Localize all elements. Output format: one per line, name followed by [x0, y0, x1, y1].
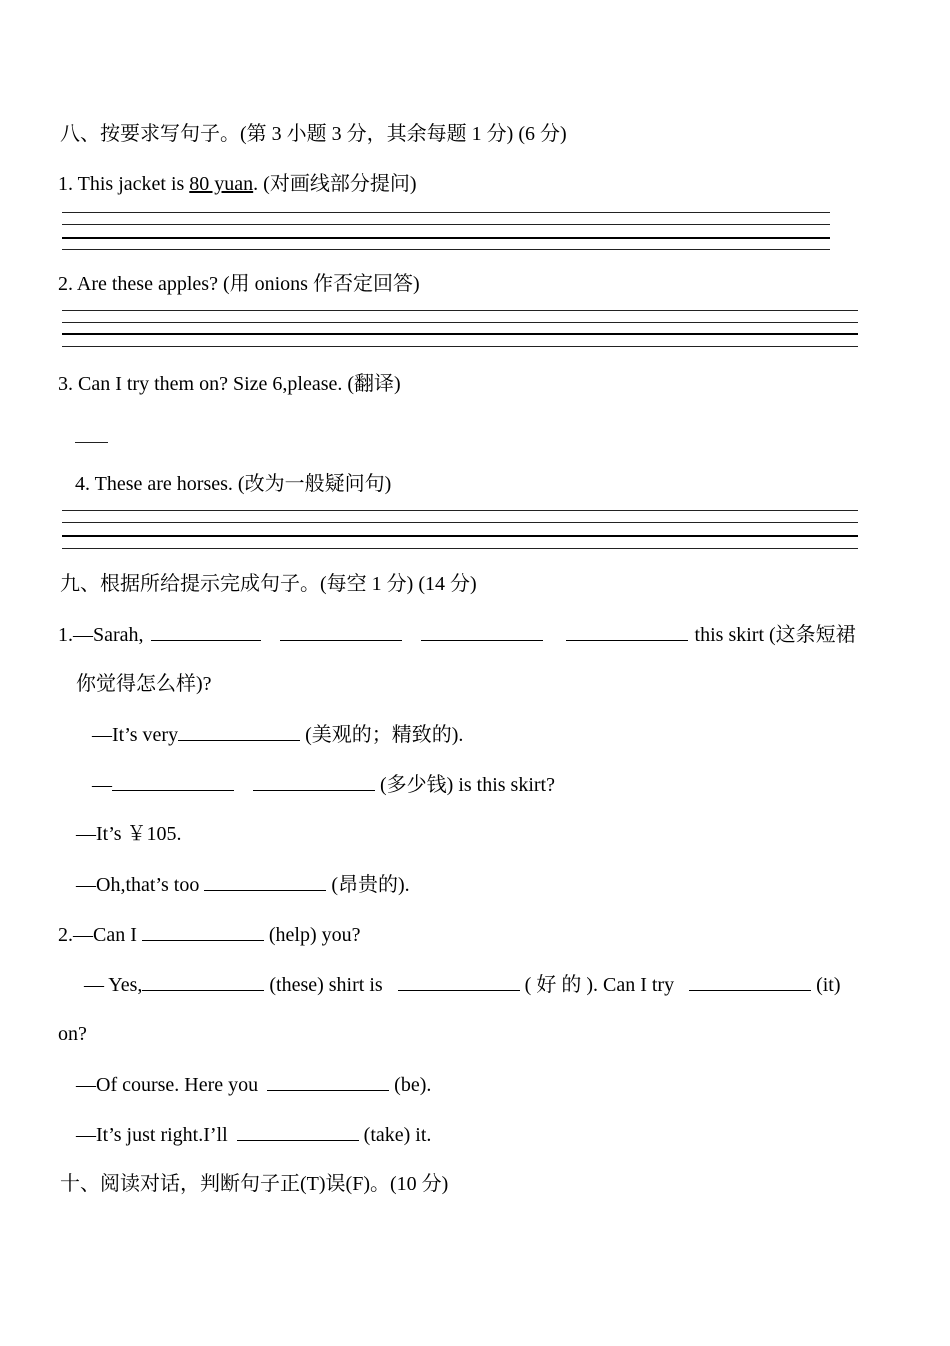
q9-1e-pre: —Oh,that’s too — [76, 874, 200, 896]
answer-line — [62, 249, 830, 250]
fill-blank[interactable] — [142, 922, 264, 941]
q9-1e-post: (昂贵的). — [331, 874, 410, 896]
fill-blank[interactable] — [421, 622, 543, 641]
answer-line — [62, 237, 830, 239]
fill-blank[interactable] — [253, 772, 375, 791]
q9-1b-post: (美观的；精致的). — [305, 724, 464, 746]
section-10-heading: 十、阅读对话，判断句子正(T)误(F)。(10 分) — [60, 1173, 449, 1195]
question-8-4: 4. These are horses. (改为一般疑问句) — [75, 473, 392, 495]
question-9-1-line-d: —It’s ￥105. — [76, 823, 182, 845]
q9-2c-post: (be). — [394, 1074, 432, 1096]
q9-2b-mid2: ( 好 的 ). Can I try — [524, 974, 675, 996]
q9-1c-pre: — — [92, 774, 112, 796]
fill-blank[interactable] — [689, 972, 811, 991]
q9-2d-pre: —It’s just right.I’ll — [76, 1124, 228, 1146]
question-9-1-line-e — [76, 872, 410, 897]
q8-1-underlined: 80 yuan — [189, 173, 254, 195]
fill-blank[interactable] — [398, 972, 520, 991]
answer-line — [62, 333, 858, 335]
question-8-3: 3. Can I try them on? Size 6,please. (翻译) — [58, 373, 401, 395]
fill-blank[interactable] — [178, 722, 300, 741]
question-9-1-line-c — [92, 772, 555, 797]
q8-1-post: . (对画线部分提问) — [253, 173, 417, 195]
q9-2a-post: (help) you? — [268, 924, 361, 946]
fill-blank[interactable] — [237, 1122, 359, 1141]
answer-line — [62, 224, 830, 225]
answer-line — [62, 510, 858, 511]
section-9-heading: 九、根据所给提示完成句子。(每空 1 分) (14 分) — [60, 573, 477, 595]
question-9-2-line-d — [76, 1122, 431, 1147]
question-9-1-line-a — [58, 622, 856, 647]
fill-blank[interactable] — [280, 622, 402, 641]
answer-line — [62, 322, 858, 323]
q9-1a-post: this skirt (这条短裙 — [694, 624, 856, 646]
q9-2b-pre: — Yes, — [84, 974, 143, 996]
q9-2d-post: (take) it. — [363, 1124, 432, 1146]
section-8-heading: 八、按要求写句子。(第 3 小题 3 分，其余每题 1 分) (6 分) — [60, 123, 567, 145]
answer-line — [75, 442, 108, 443]
fill-blank[interactable] — [566, 622, 688, 641]
answer-line — [62, 310, 858, 311]
question-8-2: 2. Are these apples? (用 onions 作否定回答) — [58, 273, 420, 295]
q9-2c-pre: —Of course. Here you — [76, 1074, 259, 1096]
answer-line — [62, 522, 858, 523]
fill-blank[interactable] — [267, 1072, 389, 1091]
answer-line — [62, 346, 858, 347]
q9-2a-pre: 2.—Can I — [58, 924, 137, 946]
question-9-2-line-c — [76, 1072, 431, 1097]
fill-blank[interactable] — [151, 622, 261, 641]
answer-line — [62, 212, 830, 213]
answer-line — [62, 548, 858, 549]
question-8-1 — [58, 172, 417, 196]
question-9-2-line-a — [58, 922, 361, 947]
q9-1b-pre: —It’s very — [92, 724, 179, 746]
fill-blank[interactable] — [142, 972, 264, 991]
q8-1-pre: 1. This jacket is — [58, 173, 190, 195]
fill-blank[interactable] — [112, 772, 234, 791]
answer-line — [62, 535, 858, 537]
q9-2b-mid1: (these) shirt is — [269, 974, 383, 996]
question-9-2-line-b — [84, 972, 841, 997]
q9-2b-post: (it) — [816, 974, 841, 996]
fill-blank[interactable] — [204, 872, 326, 891]
q9-1a-pre: 1.—Sarah, — [58, 624, 144, 646]
question-9-2-line-b-cont: on? — [58, 1023, 87, 1045]
q9-1c-post: (多少钱) is this skirt? — [380, 774, 555, 796]
question-9-1-line-a-cont: 你觉得怎么样)? — [76, 673, 212, 695]
question-9-1-line-b — [92, 722, 463, 747]
